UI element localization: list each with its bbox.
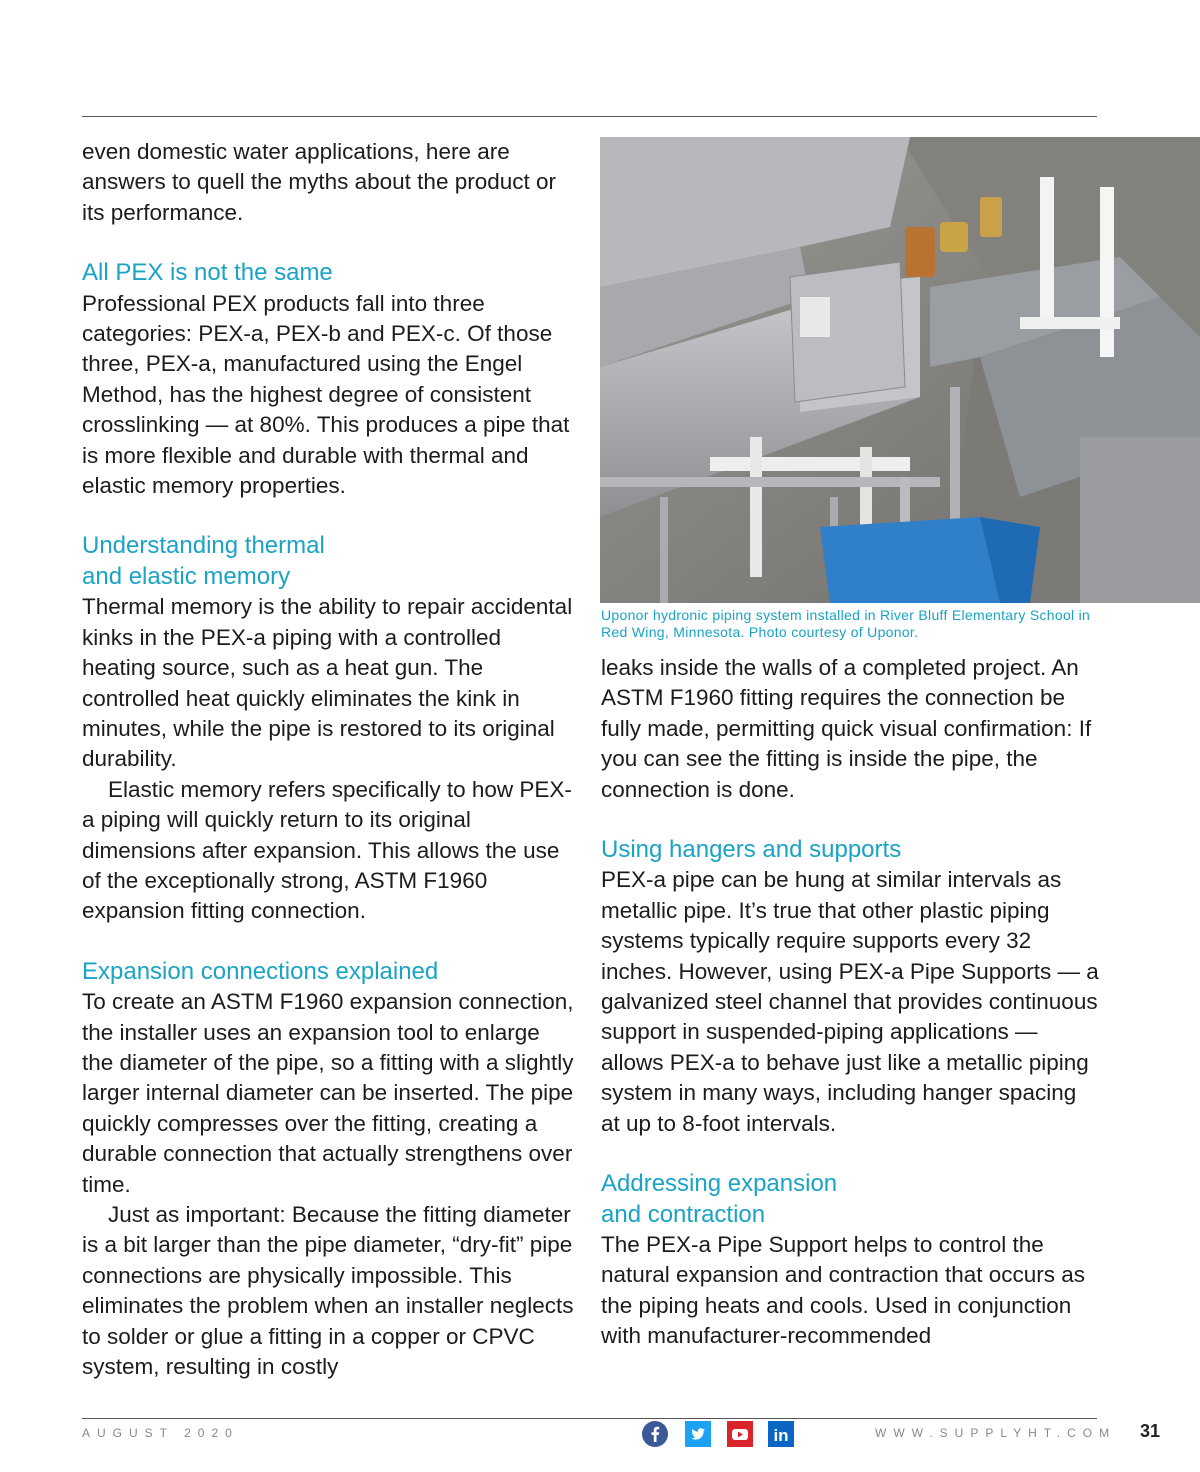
heading-expansion-connections: Expansion connections explained bbox=[82, 957, 439, 985]
top-rule bbox=[82, 116, 1097, 117]
linkedin-text: in bbox=[773, 1426, 789, 1445]
youtube-icon[interactable] bbox=[727, 1421, 753, 1447]
right-column bbox=[601, 653, 1101, 1352]
heading-hangers-supports: Using hangers and supports bbox=[601, 836, 902, 864]
page-number: 31 bbox=[1140, 1421, 1161, 1441]
heading-line: and elastic memory bbox=[82, 562, 291, 590]
paragraph-hangers: PEX-a pipe can be hung at similar intervals as metallic pipe. It’s true that other plastic piping systems typically require supports every 32 inches. However, using PEX-a Pipe Supports — a galvanized steel channel that provides continuous support in suspended-piping applications — allows PEX-a to behave just like a metallic piping system in many ways, including hanger spacing at up to 8-foot intervals. bbox=[601, 867, 1099, 1136]
paragraph-dry-fit: Just as important: Because the fitting diameter is a bit larger than the pipe diameter, “dry-fit” pipe connections are physically impossible. This eliminates the problem when an installer neglects to solder or glue a fitting in a copper or CPVC system, resulting in costly bbox=[82, 1202, 574, 1380]
website-url[interactable]: WWW.SUPPLYHT.COM bbox=[875, 1426, 1117, 1440]
paragraph-leaks-continued: leaks inside the walls of a completed project. An ASTM F1960 fitting requires the connection be fully made, permitting quick visual confirmation: If you can see the fitting is inside the pipe, the connection is done. bbox=[601, 655, 1092, 802]
paragraph-expansion-connection: To create an ASTM F1960 expansion connection, the installer uses an expansion tool to enlarge the diameter of the pipe, so a fitting with a slightly larger internal diameter can be inserted. The pipe quickly compresses over the fitting, creating a durable connection that actually strengthens over time. bbox=[82, 989, 574, 1197]
paragraph-thermal-memory: Thermal memory is the ability to repair accidental kinks in the PEX-a piping with a controlled heating source, such as a heat gun. The controlled heat quickly eliminates the kink in minutes, while the pipe is restored to its original durability. bbox=[82, 594, 573, 772]
twitter-icon[interactable] bbox=[685, 1421, 711, 1447]
intro-paragraph: even domestic water applications, here are answers to quell the myths about the product or its performance. bbox=[82, 139, 557, 225]
paragraph-pex-categories: Professional PEX products fall into three categories: PEX-a, PEX-b and PEX-c. Of those three, PEX-a, manufactured using the Engel Method, has the highest degree of consistent crosslinking — at 80%. This produces a pipe that is more flexible and durable with thermal and elastic memory properties. bbox=[82, 290, 570, 499]
paragraph-elastic-memory: Elastic memory refers specifically to how PEX-a piping will quickly return to its original dimensions after expansion. This allows the use of the exceptionally strong, ASTM F1960 expansion fitting connection. bbox=[82, 776, 572, 924]
facebook-icon[interactable] bbox=[642, 1421, 668, 1447]
heading-line: Understanding thermal bbox=[82, 532, 325, 560]
heading-line: Addressing expansion bbox=[601, 1170, 838, 1198]
heading-thermal-elastic-memory bbox=[82, 531, 577, 592]
bottom-rule bbox=[82, 1418, 1097, 1419]
heading-line: and contraction bbox=[601, 1200, 766, 1228]
heading-expansion-contraction bbox=[601, 1169, 1101, 1230]
photo-caption: Uponor hydronic piping system installed in River Bluff Elementary School in Red Wing, Minnesota. Photo courtesy of Uponor. bbox=[601, 607, 1091, 640]
left-column bbox=[82, 137, 577, 1382]
heading-all-pex: All PEX is not the same bbox=[82, 259, 333, 287]
paragraph-pipe-support: The PEX-a Pipe Support helps to control the natural expansion and contraction that occurs as the piping heats and cools. Used in conjunction with manufacturer-recommended bbox=[601, 1231, 1086, 1349]
issue-date: AUGUST 2020 bbox=[82, 1426, 239, 1440]
piping-photo bbox=[600, 137, 1200, 603]
linkedin-icon[interactable] bbox=[768, 1421, 794, 1447]
